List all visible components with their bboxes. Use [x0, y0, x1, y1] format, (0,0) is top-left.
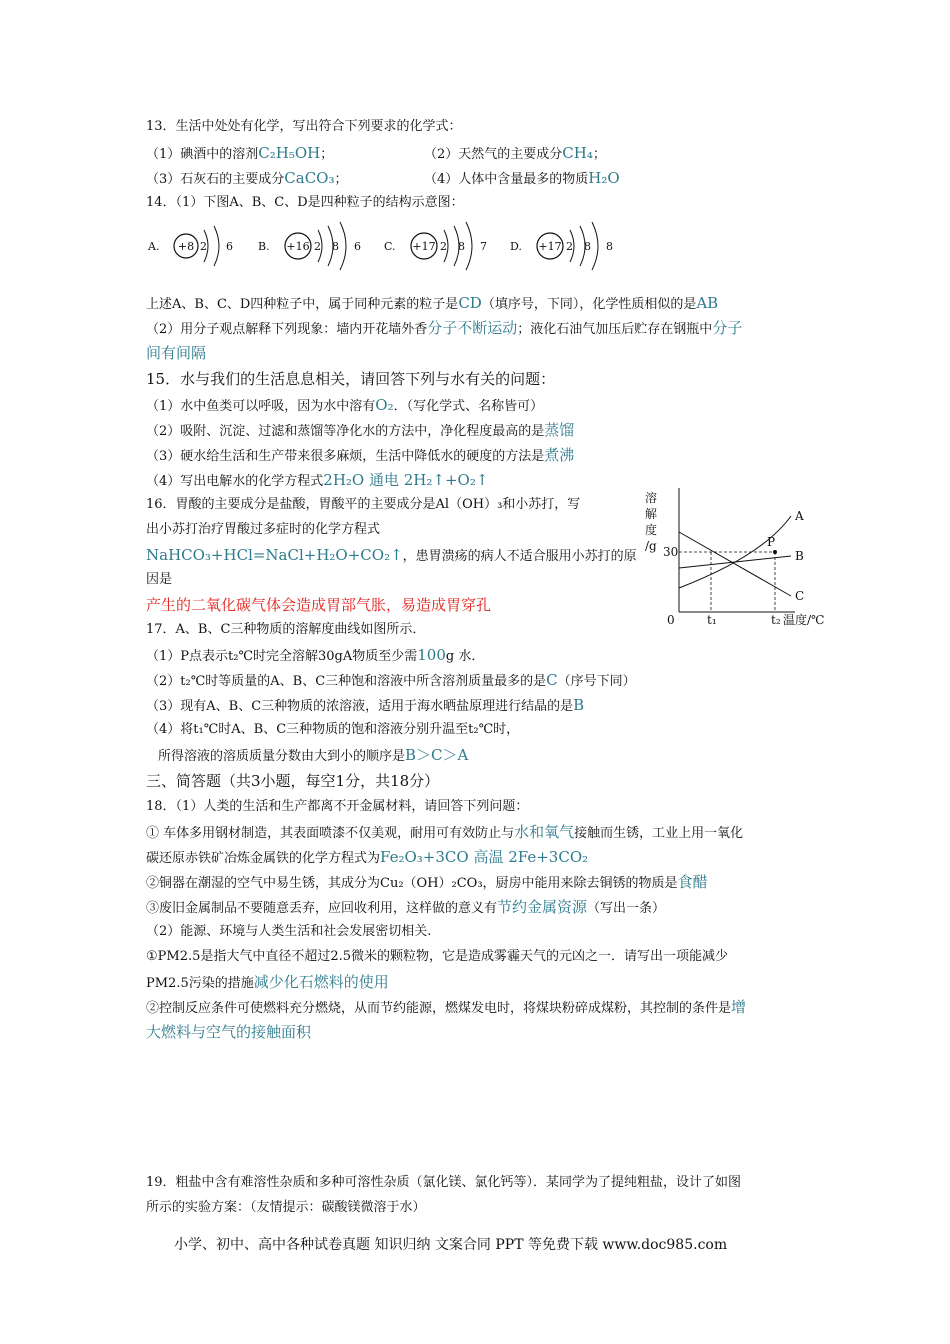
q17-p2-answer: C: [546, 671, 558, 689]
q17-p2-text: （2）t₂℃时等质量的A、B、C三种饱和溶液中所含溶剂质量最多的是: [146, 674, 547, 689]
q18-a2-answer: Fe₂O₃+3CO 高温 2Fe+3CO₂: [380, 848, 589, 866]
q17-p1-unit: g 水．: [445, 649, 485, 664]
atom-d-e2: 8: [584, 240, 591, 253]
q14-answer-same-element: CD: [458, 294, 482, 312]
q14-l1-text-c: （填序号，下同），化学性质相似的是: [481, 297, 697, 312]
q17-p5-text: 所得溶液的溶质质量分数由大到小的顺序是: [158, 749, 406, 764]
q14-line2: [146, 319, 742, 339]
q14-answer-similar-property: AB: [696, 294, 719, 312]
q18-e1-answer-end: 大燃料与空气的接触面积: [146, 1023, 312, 1041]
q15-p2-answer: 蒸馏: [544, 421, 575, 439]
curve-B-label: B: [795, 549, 804, 563]
q18-a2-text: 碳还原赤铁矿冶炼金属铁的化学方程式为: [146, 851, 381, 866]
q13-part4: [424, 169, 620, 189]
atom-c-e3: 7: [480, 240, 487, 253]
q15-p3-text: （3）硬水给生活和生产带来很多麻烦，生活中降低水的硬度的方法是: [146, 449, 545, 464]
chart-ylabel-4: /g: [645, 539, 657, 553]
chart-ytick-30: 30: [663, 545, 679, 559]
q18-d-line2: [146, 973, 389, 993]
q16-reason-answer: 产生的二氧化碳气体会造成胃部气胀，易造成胃穿孔: [146, 596, 492, 614]
atom-b-shell-3: [340, 222, 346, 270]
atom-c-label: C.: [384, 240, 396, 253]
chart-origin-label: 0: [667, 613, 675, 627]
atom-a-charge: +8: [177, 240, 195, 253]
atom-d-label: D.: [510, 240, 522, 253]
q17-part4: （4）将t₁℃时A、B、C三种物质的饱和溶液分别升温至t₂℃时，: [146, 722, 520, 737]
atom-b-label: B.: [258, 240, 270, 253]
q17-p3-answer: B: [573, 696, 585, 714]
curve-B: [679, 556, 791, 568]
q17-p2-note: （序号下同）: [557, 674, 636, 689]
q14-answer-gap-end: 间有间隔: [146, 344, 207, 362]
q15-p1-text: （1）水中鱼类可以呼吸，因为水中溶有: [146, 399, 376, 414]
q13-part3: （3）石灰石的主要成分CaCO₃；: [146, 169, 348, 187]
q14-answer-gap-start: 分子: [712, 319, 743, 337]
q16-line3: [146, 546, 637, 566]
q14-l2-text-c: ；液化石油气加压后贮存在钢瓶中: [517, 322, 713, 337]
point-p: [773, 550, 777, 554]
q18-d2-answer: 减少化石燃料的使用: [253, 973, 389, 991]
atom-b-e2: 8: [332, 240, 339, 253]
q15-part3: [146, 446, 574, 466]
q19-line2: 所示的实验方案：（友情提示：碳酸镁微溶于水）: [146, 1200, 426, 1215]
q15-p4-answer: 2H₂O 通电 2H₂↑+O₂↑: [323, 471, 489, 489]
chart-ylabel-2: 解: [645, 507, 658, 521]
page-footer: 小学、初中、高中各种试卷真题 知识归纳 文案合同 PPT 等免费下载 www.doc985.com: [174, 1237, 728, 1253]
atom-d-charge: +17: [538, 240, 562, 253]
q16-equation-answer: NaHCO₃+HCl=NaCl+H₂O+CO₂↑: [146, 546, 403, 564]
q17-p5-answer: B＞C＞A: [405, 746, 469, 764]
atom-c-shell-3: [466, 222, 472, 270]
atom-b-charge: +16: [286, 240, 310, 253]
atom-structure-diagrams: [146, 214, 626, 274]
q14-l2-text-a: （2）用分子观点解释下列现象：墙内开花墙外香: [146, 322, 428, 337]
q18-c1-note: （写出一条）: [587, 901, 666, 916]
q14-l1-text-a: 上述A、B、C、D四种粒子中，属于同种元素的粒子是: [146, 297, 459, 312]
q13-part1: （1）碘酒中的溶剂C₂H₅OH；: [146, 144, 334, 162]
q18-a-line2: [146, 848, 588, 868]
atom-a-label: A.: [148, 240, 160, 253]
q15-p3-answer: 煮沸: [544, 446, 575, 464]
q15-p4-text: （4）写出电解水的化学方程式: [146, 474, 324, 489]
q17-part3: [146, 696, 584, 716]
q18-b1-text: ②铜器在潮湿的空气中易生锈，其成分为Cu₂（OH）₂CO₃，厨房中能用来除去铜锈的物质是: [146, 876, 678, 891]
chart-xlabel: 温度/℃: [783, 613, 825, 627]
q15-p1-answer: O₂: [375, 396, 394, 414]
q18-e-line1: [146, 998, 746, 1018]
curve-A-label: A: [795, 509, 804, 523]
q13-part2: （2）天然气的主要成分CH₄；: [424, 144, 606, 162]
q18-b1-answer: 食醋: [677, 873, 708, 891]
q19-line1: 19．粗盐中含有难溶性杂质和多种可溶性杂质（氯化镁、氯化钙等）．某同学为了提纯粗盐，设计了如图: [146, 1175, 742, 1190]
atom-a-e1: 2: [200, 240, 207, 253]
q15-p2-text: （2）吸附、沉淀、过滤和蒸馏等净化水的方法中，净化程度最高的是: [146, 424, 545, 439]
atom-a-e2: 6: [226, 240, 233, 253]
chart-xtick-t2: t₂: [771, 613, 781, 627]
q15-part1: [146, 396, 543, 416]
q18-a-line1: [146, 823, 743, 843]
q17-p3-text: （3）现有A、B、C三种物质的浓溶液，适用于海水晒盐原理进行结晶的是: [146, 699, 574, 714]
q13-p2-answer: CH₄: [562, 144, 593, 162]
atom-d-shell-3: [592, 222, 598, 270]
q14-line1: [146, 294, 718, 314]
atom-b-e1: 2: [314, 240, 321, 253]
chart-ylabel-1: 溶: [645, 491, 658, 505]
chart-marks: [679, 509, 804, 612]
q13-p3-label: （3）石灰石的主要成分: [146, 172, 285, 187]
q15-part2: [146, 421, 574, 441]
q18-b-line: [146, 873, 708, 893]
q18-a1-text: ① 车体多用钢材制造，其表面喷漆不仅美观，耐用可有效防止与: [146, 826, 515, 841]
q18-a1-answer: 水和氧气: [514, 823, 575, 841]
q18-c1-answer: 节约金属资源: [497, 898, 588, 916]
atom-b-e3: 6: [354, 240, 361, 253]
q18-d2-text: PM2.5污染的措施: [146, 976, 254, 991]
q13-stem: 13．生活中处处有化学，写出符合下列要求的化学式：: [146, 119, 462, 134]
q17-p1-text: （1）P点表示t₂℃时完全溶解30gA物质至少需: [146, 649, 418, 664]
q14-answer-molecule-motion: 分子不断运动: [427, 319, 518, 337]
q16-line3-text: ，患胃溃疡的病人不适合服用小苏打的原: [402, 549, 637, 564]
q17-stem: 17．A、B、C三种物质的溶解度曲线如图所示．: [146, 622, 426, 637]
q18-e1-answer-start: 增: [731, 998, 747, 1016]
q15-p1-note: ．（写化学式、名称皆可）: [393, 399, 544, 414]
chart-point-p-label: P: [767, 535, 776, 549]
q17-p1-answer: 100: [417, 646, 446, 664]
q16-line2: 出小苏打治疗胃酸过多症时的化学方程式: [146, 522, 381, 537]
q18-d-line1: ①PM2.5是指大气中直径不超过2.5微米的颗粒物，它是造成雾霾天气的元凶之一．请写出一项能减少: [146, 949, 729, 964]
atom-a-shell-2: [214, 226, 219, 266]
q17-part5: [158, 746, 468, 766]
q17-part2: [146, 671, 636, 691]
q13-p2-label: （2）天然气的主要成分: [424, 147, 563, 162]
q13-p1-label: （1）碘酒中的溶剂: [146, 147, 259, 162]
chart-ylabel-3: 度: [645, 523, 658, 537]
q18-stem: 18．（1）人类的生活和生产都离不开金属材料，请回答下列问题：: [146, 799, 529, 814]
q13-p3-answer: CaCO₃: [284, 169, 335, 187]
q18-c-line: [146, 898, 665, 918]
q13-p4-label: （4）人体中含量最多的物质: [424, 172, 589, 187]
solubility-chart: [645, 488, 825, 628]
q16-line4: 因是: [146, 572, 173, 587]
atom-d-e1: 2: [566, 240, 573, 253]
atom-c-e1: 2: [440, 240, 447, 253]
q15-part4: [146, 471, 488, 491]
q13-p1-answer: C₂H₅OH: [258, 144, 321, 162]
q18-e1-text: ②控制反应条件可使燃料充分燃烧，从而节约能源，燃煤发电时，将煤块粉碎成煤粉，其控制的条件是: [146, 1001, 732, 1016]
q15-stem: 15．水与我们的生活息息相关，请回答下列与水有关的问题：: [146, 370, 556, 388]
q18-a1-text-c: 接触而生锈，工业上用一氧化: [574, 826, 744, 841]
q18-part2: （2）能源、环境与人类生活和社会发展密切相关.: [146, 924, 432, 939]
q17-part1: [146, 646, 484, 666]
q18-c1-text: ③废旧金属制品不要随意丢弃，应回收利用，这样做的意义有: [146, 901, 498, 916]
q13-p4-answer: H₂O: [588, 169, 620, 187]
atom-d-e3: 8: [606, 240, 613, 253]
atom-c-charge: +17: [412, 240, 436, 253]
atom-c-e2: 8: [458, 240, 465, 253]
curve-C-label: C: [795, 589, 805, 603]
q16-line1: 16．胃酸的主要成分是盐酸，胃酸平的主要成分是Al（OH）₃和小苏打，写: [146, 497, 581, 512]
q14-stem: 14．（1）下图A、B、C、D是四种粒子的结构示意图：: [146, 195, 464, 210]
chart-xtick-t1: t₁: [707, 613, 717, 627]
section-3-heading: 三、简答题（共3小题，每空1分，共18分）: [146, 772, 440, 790]
